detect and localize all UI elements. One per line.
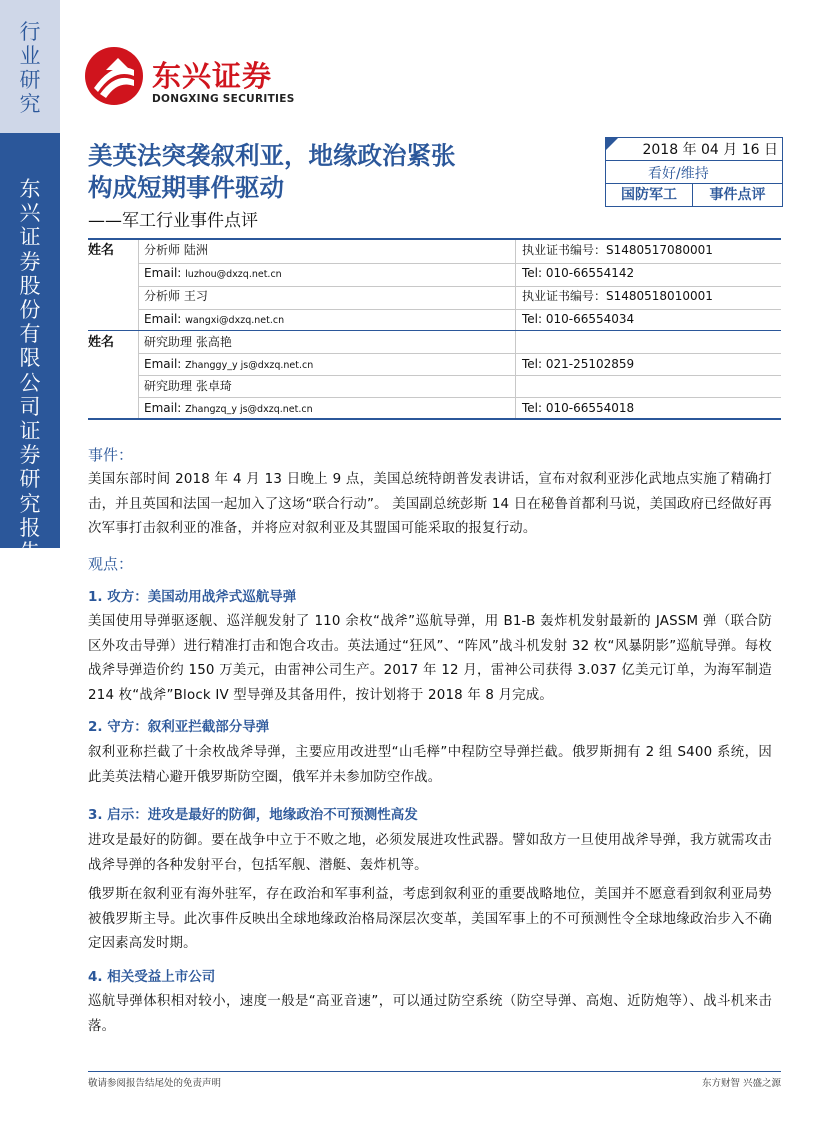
tag-row — [606, 183, 782, 207]
report-type-tag: 事件点评 — [709, 187, 766, 203]
assistant-email[interactable] — [144, 353, 313, 377]
analyst-name: 分析师 王习 — [144, 289, 208, 303]
analyst-cert: 执业证书编号：S1480517080001 — [522, 243, 713, 257]
report-title-line1: 美英法突袭叙利亚，地缘政治紧张 — [88, 141, 456, 170]
email-prefix: Email: — [144, 312, 186, 326]
email-prefix: Email: — [144, 357, 186, 371]
view-4-title: 4. 相关受益上市公司 — [88, 969, 216, 985]
email-address[interactable]: Zhangzq_y js@dxzq.net.cn — [185, 404, 313, 415]
report-date: 2018 年 04 月 16 日 — [642, 142, 778, 158]
logo-name-en: DONGXING SECURITIES — [152, 93, 295, 105]
analyst-email[interactable] — [144, 262, 282, 286]
rating-value: 看好/维持 — [648, 166, 709, 182]
sidebar-report-panel — [0, 133, 60, 565]
analyst-email[interactable] — [144, 308, 284, 332]
sidebar-report-text: 东兴证券股份有限公司证券研究报告 — [19, 177, 41, 565]
analyst-cert: 执业证书编号：S1480518010001 — [522, 289, 713, 303]
report-info-box — [605, 137, 783, 207]
email-address[interactable]: Zhanggy_y js@dxzq.net.cn — [185, 360, 314, 371]
analyst-row — [88, 353, 781, 376]
analyst-row — [88, 331, 781, 354]
email-prefix: Email: — [144, 266, 186, 280]
assistant-name: 研究助理 张卓琦 — [144, 379, 232, 393]
analyst-row — [88, 308, 781, 331]
view-3-title: 3. 启示：进攻是最好的防御，地缘政治不可预测性高发 — [88, 807, 418, 823]
analyst-row — [88, 397, 781, 420]
footer-rule — [88, 1071, 781, 1072]
view-3-paragraph-1: 进攻是最好的防御。要在战争中立于不败之地，必须发展进攻性武器。譬如敌方一旦使用战斧导弹，我方就需攻击战斧导弹的各种发射平台，包括军舰、潜艇、轰炸机等。 — [88, 833, 772, 873]
analyst-tel: Tel: 010-66554142 — [522, 266, 635, 280]
view-1-paragraph: 美国使用导弹驱逐舰、巡洋舰发射了 110 余枚“战斧”巡航导弹，用 B1-B 轰炸机发射最新的 JASSM 弹（联合防区外攻击导弹）进行精准打击和饱合攻击。英法通过“狂风”、“阵风”战斗机发射 32 枚“风暴阴影”巡航导弹。每枚战斧导弹造价约 150 万美元，由雷神公司生产。2017 年 12 月，雷神公司获得 3.037 亿美元订单，为海军制造 214 枚“战斧”Block IV 型导弹及其备用件，按计划将于 2018 年 8 月完成。 — [88, 614, 772, 703]
footer-slogan: 东方财智 兴盛之源 — [701, 1078, 781, 1089]
assistant-tel: Tel: 010-66554018 — [522, 401, 635, 415]
company-logo — [84, 46, 344, 106]
event-heading: 事件： — [88, 446, 134, 464]
assistant-email[interactable] — [144, 397, 313, 421]
sidebar-category-panel — [0, 0, 60, 133]
footer-disclaimer: 敬请参阅报告结尾处的免责声明 — [88, 1078, 222, 1089]
view-4-paragraph: 巡航导弹体积相对较小，速度一般是“高亚音速”，可以通过防空系统（防空导弹、高炮、近防炮等）、战斗机来击落。 — [88, 994, 772, 1034]
analyst-row — [88, 375, 781, 398]
assistant-name: 研究助理 张高艳 — [144, 335, 232, 349]
corner-triangle-icon — [606, 138, 618, 150]
report-subtitle: ——军工行业事件点评 — [88, 211, 258, 231]
view-2-title: 2. 守方：叙利亚拦截部分导弹 — [88, 719, 270, 735]
dongxing-logo-icon — [84, 46, 144, 106]
views-heading: 观点： — [88, 555, 134, 573]
event-paragraph: 美国东部时间 2018 年 4 月 13 日晚上 9 点，美国总统特朗普发表讲话，宣布对叙利亚涉化武地点实施了精确打击，并且英国和法国一起加入了这场“联合行动”。 美国副总统彭斯 14 日在秘鲁首都利马说，美国政府已经做好再次军事打击叙利亚的准备，并将应对叙利亚及其盟国可能采取的报复行动。 — [88, 472, 772, 536]
analyst-row — [88, 285, 781, 308]
name-label: 姓名 — [88, 243, 115, 258]
email-prefix: Email: — [144, 401, 186, 415]
rating-row — [606, 160, 782, 183]
analyst-row — [88, 239, 781, 262]
analyst-tel: Tel: 010-66554034 — [522, 312, 635, 326]
sidebar-category-text: 行业研究 — [19, 20, 41, 116]
report-title-line2: 构成短期事件驱动 — [88, 173, 284, 202]
view-2-paragraph: 叙利亚称拦截了十余枚战斧导弹，主要应用改进型“山毛榉”中程防空导弹拦截。俄罗斯拥有 2 组 S400 系统，因此美英法精心避开俄罗斯防空圈，俄军并未参加防空作战。 — [88, 745, 772, 785]
logo-name-cn: 东兴证券 — [152, 59, 273, 93]
report-title — [88, 140, 456, 204]
industry-tag: 国防军工 — [606, 184, 693, 207]
analyst-row — [88, 262, 781, 285]
assistant-tel: Tel: 021-25102859 — [522, 357, 635, 371]
analyst-name: 分析师 陆洲 — [144, 243, 208, 257]
email-address[interactable]: luzhou@dxzq.net.cn — [185, 269, 282, 280]
email-address[interactable]: wangxi@dxzq.net.cn — [185, 315, 285, 326]
view-3-paragraph-2: 俄罗斯在叙利亚有海外驻军，存在政治和军事利益，考虑到叙利亚的重要战略地位，美国并不愿意看到叙利亚局势被俄罗斯主导。此次事件反映出全球地缘政治格局深层次变革，美国军事上的不可预测性令全球地缘政治步入不确定因素高发时期。 — [88, 887, 772, 951]
view-1-title: 1. 攻方：美国动用战斧式巡航导弹 — [88, 589, 297, 605]
name-label: 姓名 — [88, 335, 115, 350]
